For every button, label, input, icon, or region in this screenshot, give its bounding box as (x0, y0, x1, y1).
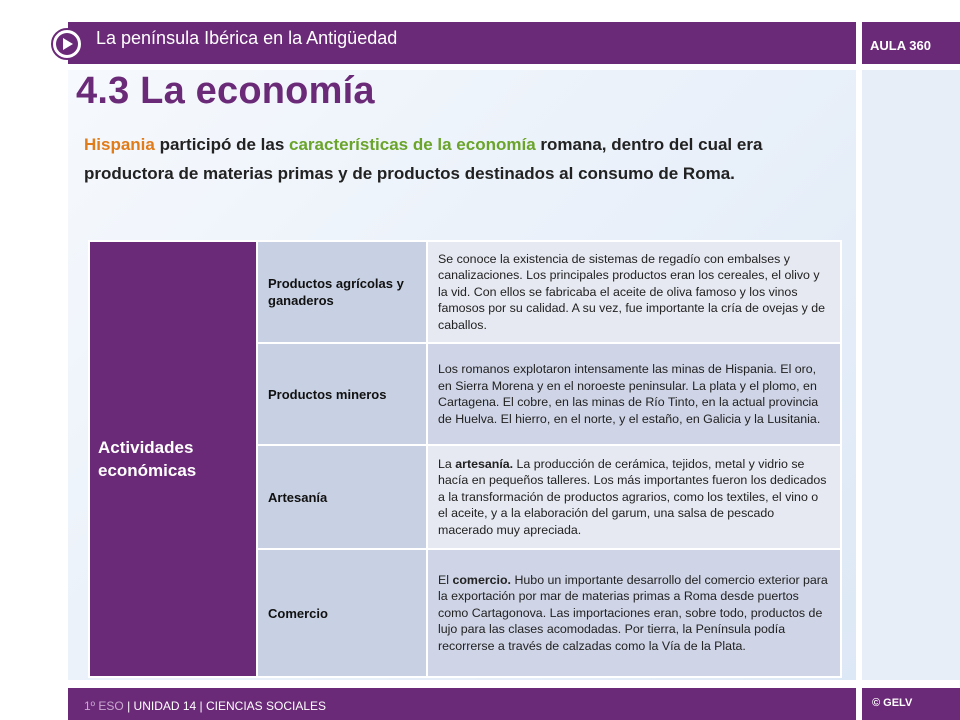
intro-paragraph (84, 130, 824, 188)
row-description-text: Hubo un importante desarrollo del comercio exterior para la exportación por mar de materias primas a Roma desde puertos como Cartagonova. Las importaciones eran, sobre todo, productos de lujo para las clases acomodadas. Por tierra, la Península podía recorrerse a través de calzadas como la Vía de la Plata. (438, 572, 828, 653)
row-category: Productos agrícolas y ganaderos (257, 241, 427, 343)
intro-text-2: romana, dentro del cual era productora de materias primas y de productos destinados al consumo de Roma. (84, 135, 763, 183)
table-row (89, 241, 841, 343)
row-category: Artesanía (257, 445, 427, 549)
footer-course: 1º ESO (84, 699, 124, 713)
row-description-prefix: El (438, 572, 453, 587)
row-description-text: Los romanos explotaron intensamente las minas de Hispania. El oro, en Sierra Morena y en el noroeste peninsular. La plata y el plomo, en Cartagena. El cobre, en las minas de Río Tinto, en la actual provincia de Huelva. El hierro, en el norte, y el estaño, en Galicia y la Lusitania. (438, 362, 821, 426)
row-description-text: Se conoce la existencia de sistemas de regadío con embalses y canalizaciones. Los principales productos eran los cereales, el olivo y la vid. Con ellos se fabricaba el aceite de oliva famoso y los vinos famosos por su calidad. A su vez, fue importante la cría de ovejas y de caballos. (438, 251, 826, 332)
intro-hispania: Hispania (84, 135, 155, 154)
row-description (427, 241, 841, 343)
row-description-text: La producción de cerámica, tejidos, metal y vidrio se hacía en pequeños talleres. Los más importantes fueron los dedicados a la transformación de productos agrarios, como los textiles, el vino o el aceite, y a la elaboración del garum, una salsa de pescado macerado muy apreciada. (438, 456, 827, 537)
footer-text (84, 699, 326, 713)
intro-text-1: participó de las (154, 135, 290, 154)
copyright-label: © GELV (872, 697, 913, 709)
row-description-bold: artesanía. (455, 456, 514, 471)
row-description-prefix: La (438, 456, 456, 471)
footer-unit: | UNIDAD 14 | CIENCIAS SOCIALES (127, 699, 327, 713)
header-title: La península Ibérica en la Antigüedad (96, 28, 398, 48)
row-category: Productos mineros (257, 343, 427, 445)
side-panel (862, 70, 960, 680)
row-description (427, 343, 841, 445)
row-category: Comercio (257, 549, 427, 677)
row-description-bold: comercio. (452, 572, 512, 587)
row-description (427, 549, 841, 677)
play-icon[interactable] (50, 27, 84, 61)
economy-table (88, 240, 842, 678)
intro-highlight: características de la economía (289, 135, 536, 154)
aula-360-label: AULA 360 (870, 38, 931, 53)
page-title: 4.3 La economía (76, 70, 375, 112)
row-description (427, 445, 841, 549)
activities-label: Actividades económicas (89, 241, 257, 677)
